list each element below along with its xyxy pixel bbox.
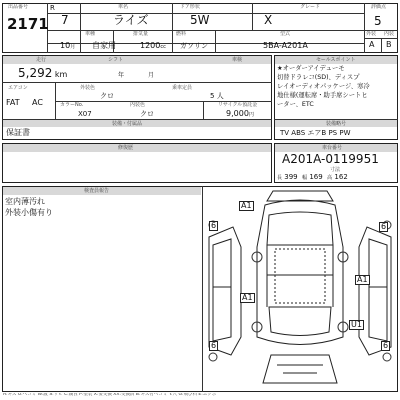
sales-line: ーター、ETC [277,101,314,108]
history-label: 修復歴 [118,145,134,151]
fuel-label: 燃料 [176,31,187,37]
sales-line: 地仕様(運転席・助手席シートヒ [277,92,368,99]
corner-mark: 6 [383,341,389,350]
ext-score: A [369,40,375,49]
year-era: R [50,4,55,12]
sales-list [277,66,398,111]
int-color-value: クロ [140,110,154,118]
aircon-value: AC [32,98,43,107]
size-values: 長 399 幅 169 高 162 [277,173,348,181]
sales-line: 切替ドラレコ(SD)、ディスプ [277,74,360,81]
sales-line: レイオーディオパッケージ、寒冷 [277,83,370,90]
model-label: 車名 [118,4,129,10]
corner-mark: 6 [211,221,217,230]
model-code: 5BA-A201A [263,41,308,50]
inspect-month-unit: 月 [148,72,155,79]
damage-mark: A1 [242,293,253,302]
doors-value: 5W [190,13,210,27]
ext-score-label: 外装 [366,31,377,37]
inspection-label: 車検 [232,57,243,63]
usage-value: 自家用 [92,41,116,50]
type-label: 型式 [280,31,291,37]
int-score: B [386,40,392,49]
equip-abbr-value: TV ABS エアB PS PW [280,129,351,137]
overall-score: 5 [374,14,382,28]
int-score-label: 内装 [384,31,395,37]
fuel-value: ガソリン [180,42,208,50]
corner-mark: 6 [211,341,217,350]
mileage-label: 走行 [36,57,47,63]
month-value: 10月 [60,41,76,50]
damage-mark: A1 [241,201,252,210]
car-diagram [203,187,397,391]
year-value: 7 [61,13,69,27]
damage-mark: A1 [357,275,368,284]
cc-value: 1200cc [140,41,166,50]
lot-label: 出品番号 [8,4,29,10]
note-line: 室内薄汚れ [5,197,45,206]
chassis-number: A201A-0119951 [282,152,379,166]
grade-label: グレード [300,4,321,10]
recycle-label: リサイクル預託金 [218,102,258,108]
equip-value: 保証書 [6,128,30,137]
model-name: ライズ [113,13,149,27]
mileage-value: 5,292 km [18,66,68,80]
grade-value: X [264,13,273,27]
aircon-label: エアコン [8,85,28,91]
colorno-label: カラーNo. [60,102,84,108]
chassis-label: 車台番号 [322,145,343,151]
usage-label: 車種 [85,31,96,37]
equip-label: 装備・付属品 [112,121,143,127]
size-label: 寸法 [330,167,341,173]
lot-number: 2171 [7,15,49,33]
color-value: クロ [100,92,114,100]
notes-label: 検査員報告 [84,188,110,194]
sales-label: セールスポイント [316,57,356,63]
inspect-year-unit: 年 [118,72,125,79]
equip-abbr-label: 装備略号 [326,121,347,127]
shift-value: FAT [6,98,20,107]
sales-line: ★オーダーアイデューモ [277,65,345,72]
score-label: 評価点 [371,4,387,10]
color-label: 外装色 [80,85,96,91]
seats-value: 5 人 [210,92,224,100]
color-no-value: X07 [78,110,92,118]
note-line: 外装小傷有り [5,208,53,217]
seats-label: 乗車定員 [172,85,193,91]
damage-mark: U1 [351,320,362,329]
recycle-value: 9,000円 [226,109,254,118]
corner-mark: 6 [381,222,387,231]
intcolor-label: 内装色 [130,102,146,108]
shift-label: シフト [108,57,124,63]
cc-label: 排気量 [133,31,149,37]
damage-legend: A:キズ U:ヘコミ W:波 S:サビ C:腐食 P:塗装 X:要交換 XX:交換済 B:キズ付ヘコミ Y:穴 G:飛び石 E:エクボ [3,393,217,397]
doors-label: ドア形状 [180,4,200,10]
